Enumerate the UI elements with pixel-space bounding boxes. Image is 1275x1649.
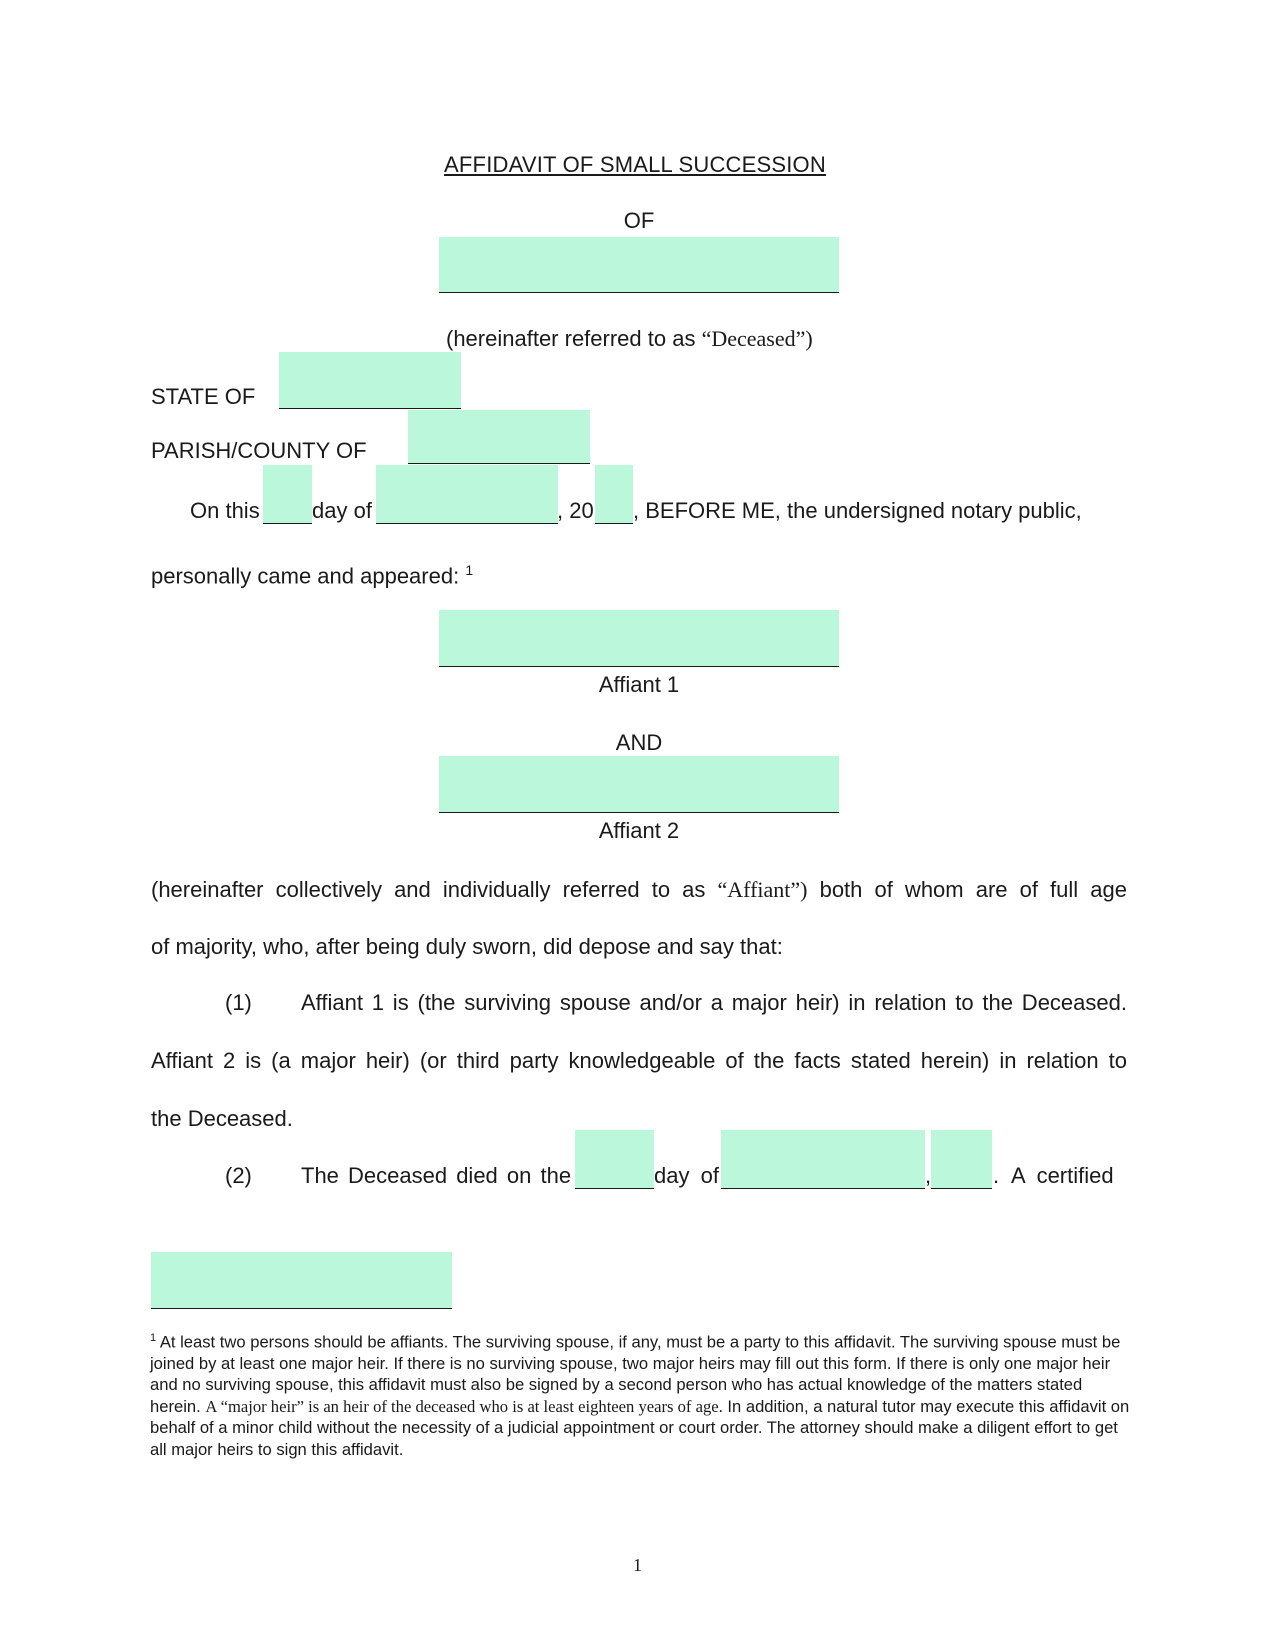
affiant-1-field[interactable] xyxy=(439,610,839,667)
collective-line-2: of majority, who, after being duly sworn, did depose and say that: xyxy=(151,934,783,959)
document-title: AFFIDAVIT OF SMALL SUCCESSION xyxy=(444,152,826,177)
footnote-text-2: A “major heir” is an heir of the deceased who is at least eighteen years of age. xyxy=(205,1396,723,1416)
item-1-line-2: Affiant 2 is (a major heir) (or third party knowledgeable of the facts stated herein) in relation to xyxy=(151,1048,1127,1073)
item-2-period: . xyxy=(993,1163,1000,1188)
collective-line-1 xyxy=(151,877,1127,903)
intro-year-field[interactable] xyxy=(595,465,633,524)
item-2-comma: , xyxy=(925,1163,932,1188)
parish-county-label: PARISH/COUNTY OF xyxy=(151,438,367,463)
intro-before-me: , BEFORE ME, the undersigned notary public, xyxy=(633,498,1082,523)
item-1-line-1: Affiant 1 is (the surviving spouse and/or a major heir) in relation to the Deceased. xyxy=(301,990,1127,1015)
affiant-1-label: Affiant 1 xyxy=(598,672,680,697)
deceased-note xyxy=(446,326,813,352)
of-label: OF xyxy=(623,208,655,233)
item-1-line-3: the Deceased. xyxy=(151,1106,293,1131)
page-number: 1 xyxy=(633,1555,642,1575)
intro-month-field[interactable] xyxy=(376,465,558,524)
intro-day-field[interactable] xyxy=(263,465,312,524)
footnote-text-1: At least two persons should be affiants. The surviving spouse, if any, must be a party to this affidavit. The surviving spouse must be joined by at least one major heir. If there is no surviving spouse, two major heirs may fill out this form. If there is only one major heir and no surviving spouse, this affidavit must also be signed by a second person who has actual knowledge of the matters stated herein. xyxy=(150,1332,1121,1416)
collective-suffix: both of whom are of full age xyxy=(807,877,1127,902)
footnote xyxy=(150,1328,1130,1460)
item-2-number: (2) xyxy=(225,1163,252,1188)
intro-on-this: On this xyxy=(190,498,260,523)
item-2-a-certified: A certified xyxy=(1011,1163,1114,1188)
state-field[interactable] xyxy=(279,352,461,409)
footnote-marker: 1 xyxy=(150,1332,157,1344)
collective-prefix: (hereinafter collectively and individually referred to as xyxy=(151,877,718,902)
footnote-separator-box xyxy=(151,1252,452,1309)
state-label: STATE OF xyxy=(151,384,256,409)
deceased-note-prefix: (hereinafter referred to as xyxy=(446,326,702,351)
affiant-2-label: Affiant 2 xyxy=(598,818,680,843)
death-day-field[interactable] xyxy=(575,1130,654,1189)
footnote-reference: 1 xyxy=(465,562,474,578)
intro-appeared xyxy=(151,557,473,589)
item-2-died-on-the: The Deceased died on the xyxy=(301,1163,572,1188)
item-2-day-of: day of xyxy=(654,1163,719,1188)
item-1-number: (1) xyxy=(225,990,252,1015)
death-year-field[interactable] xyxy=(931,1130,992,1189)
parish-county-field[interactable] xyxy=(408,410,590,464)
intro-appeared-text: personally came and appeared: xyxy=(151,563,460,589)
intro-day-of: day of xyxy=(312,498,372,523)
collective-quoted: “Affiant”) xyxy=(717,877,808,902)
intro-comma-20: , 20 xyxy=(557,498,594,523)
deceased-note-quoted: “Deceased”) xyxy=(701,326,813,351)
death-month-field[interactable] xyxy=(721,1130,925,1189)
deceased-name-field[interactable] xyxy=(439,237,839,293)
affiant-2-field[interactable] xyxy=(439,756,839,813)
footnote-text-3: In addition, a natural tutor may execute this affidavit on behalf of a minor child without the necessity of a judicial appointment or court order. The attorney should make a diligent effort to get all major heirs to sign this affidavit. xyxy=(150,1396,1130,1459)
and-label: AND xyxy=(615,730,663,755)
